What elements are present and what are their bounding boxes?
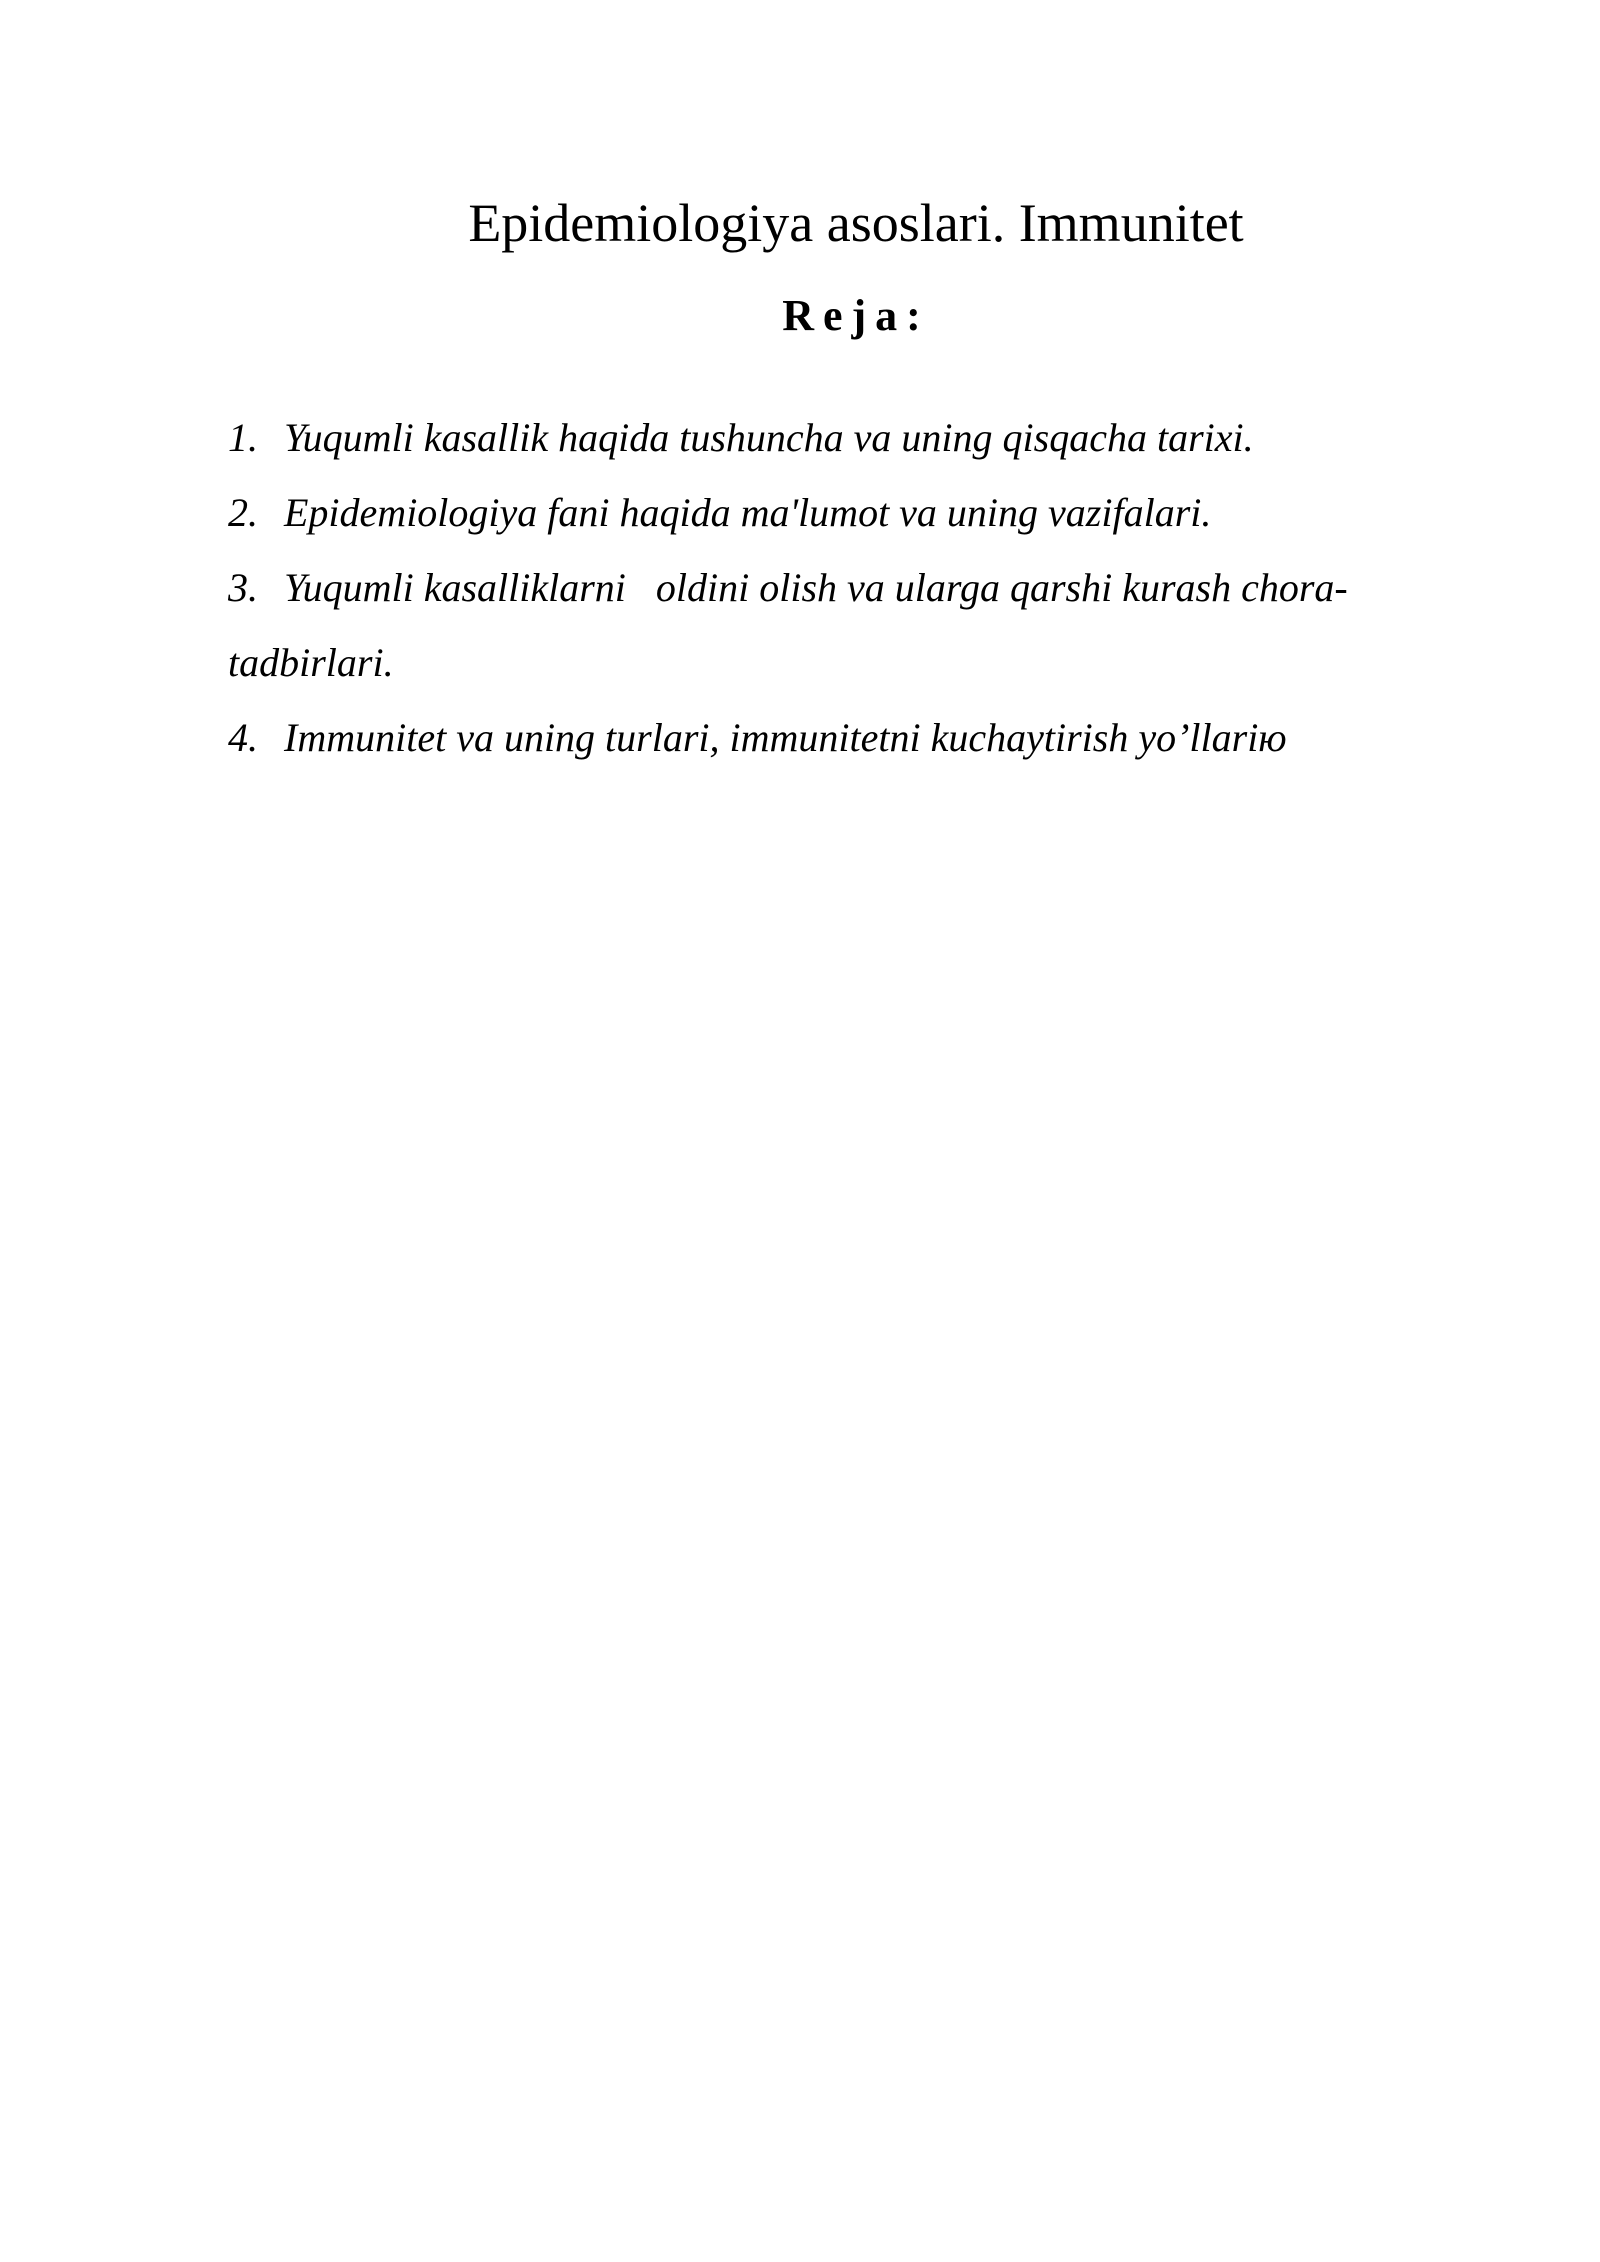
plan-item-text: Epidemiologiya fani haqida ma'lumot va uning vazifalari. bbox=[284, 490, 1212, 535]
plan-item bbox=[228, 550, 1448, 700]
plan-heading: Reja: bbox=[782, 291, 930, 340]
plan-item-number: 3. bbox=[228, 565, 258, 610]
plan-item-text: Immunitet va uning turlari, immunitetni kuchaytirish yo’llariю bbox=[284, 715, 1287, 760]
plan-item bbox=[228, 700, 1448, 775]
document-title: Epidemiologiya asoslari. Immunitet bbox=[468, 193, 1244, 254]
plan-item-number: 4. bbox=[228, 715, 258, 760]
plan-item-number: 2. bbox=[228, 490, 258, 535]
plan-item-text: Yuqumli kasallik haqida tushuncha va uning qisqacha tarixi. bbox=[284, 415, 1254, 460]
plan-list bbox=[228, 400, 1448, 775]
plan-item bbox=[228, 400, 1448, 475]
plan-item bbox=[228, 475, 1448, 550]
plan-item-number: 1. bbox=[228, 415, 258, 460]
plan-item-text: Yuqumli kasalliklarni oldini olish va ularga qarshi kurash chora-tadbirlari. bbox=[228, 565, 1348, 685]
